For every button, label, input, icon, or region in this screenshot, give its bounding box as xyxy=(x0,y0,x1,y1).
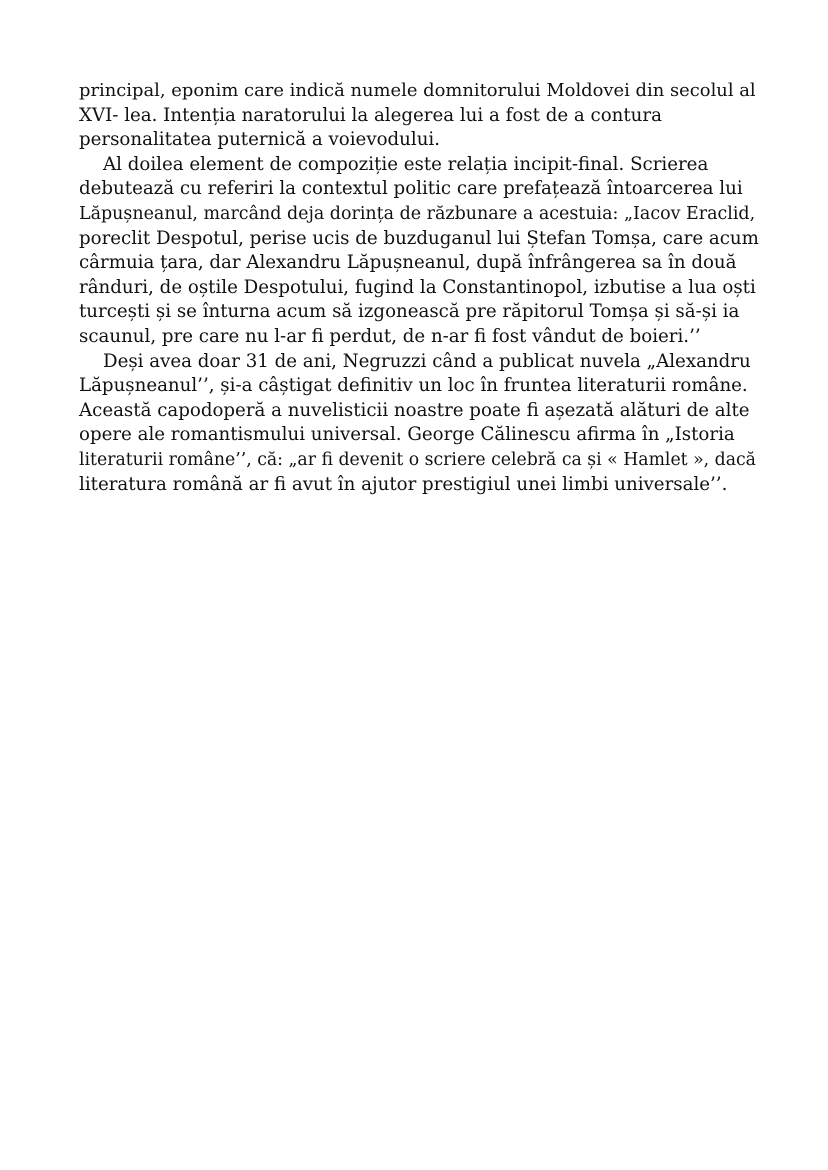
text-line-indented: Al doilea element de compoziție este relația incipit-final. Scrierea xyxy=(103,153,709,175)
document-page xyxy=(79,79,759,497)
text-line: opere ale romantismului universal. George Călinescu afirma în „Istoria xyxy=(79,424,735,446)
text-line: turcești și se înturna acum să izgonească pre răpitorul Tomșa și să-și ia xyxy=(79,301,740,323)
text-line: personalitatea puternică a voievodului. xyxy=(79,129,441,151)
paragraph-3 xyxy=(79,350,759,498)
text-line: Această capodoperă a nuvelisticii noastre poate fi așezată alături de alte xyxy=(79,399,750,421)
text-line: XVI- lea. Intenția naratorului la alegerea lui a fost de a contura xyxy=(79,104,662,126)
text-line: poreclit Despotul, perise ucis de buzduganul lui Ștefan Tomșa, care acum xyxy=(79,227,759,249)
text-line: Lăpușneanul’’, și-a câștigat definitiv un loc în fruntea literaturii române. xyxy=(79,375,748,397)
text-line: Lăpușneanul, marcând deja dorința de răzbunare a acestuia: „Iacov Eraclid, xyxy=(79,203,756,224)
text-line: literatura română ar fi avut în ajutor prestigiul unei limbi universale’’. xyxy=(79,473,728,495)
text-line: rânduri, de oștile Despotului, fugind la Constantinopol, izbutise a lua oști xyxy=(79,276,756,298)
text-line: scaunul, pre care nu l-ar fi perdut, de n-ar fi fost vândut de boieri.’’ xyxy=(79,325,701,347)
text-line: cârmuia țara, dar Alexandru Lăpușneanul, după înfrângerea sa în două xyxy=(79,252,737,274)
text-line: debutează cu referiri la contextul politic care prefațează întoarcerea lui xyxy=(79,178,743,200)
paragraph-1 xyxy=(79,79,759,153)
text-line-indented: Deși avea doar 31 de ani, Negruzzi când a publicat nuvela „Alexandru xyxy=(103,350,751,372)
paragraph-2 xyxy=(79,153,759,350)
text-line: principal, eponim care indică numele domnitorului Moldovei din secolul al xyxy=(79,80,756,101)
text-line: literaturii române’’, că: „ar fi devenit o scriere celebră ca și « Hamlet », dacă xyxy=(79,449,756,470)
